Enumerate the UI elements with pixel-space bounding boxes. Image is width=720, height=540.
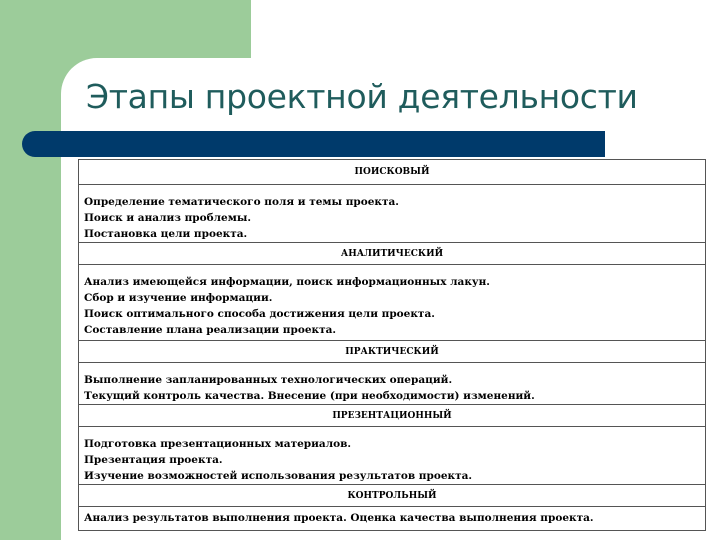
stage-description bbox=[79, 185, 706, 243]
stage-line: Сбор и изучение информации. bbox=[84, 292, 273, 304]
stage-header-row bbox=[79, 243, 706, 265]
stage-description bbox=[79, 363, 706, 405]
stage-body-row bbox=[79, 185, 706, 243]
stage-name: ПОИСКОВЫЙ bbox=[79, 160, 706, 185]
stage-line: Поиск оптимального способа достижения цели проекта. bbox=[84, 308, 435, 320]
stage-description bbox=[79, 427, 706, 485]
stage-name: ПРАКТИЧЕСКИЙ bbox=[79, 341, 706, 363]
stage-description bbox=[79, 265, 706, 341]
stage-body-row bbox=[79, 363, 706, 405]
stage-body-row bbox=[79, 427, 706, 485]
stage-header-row bbox=[79, 485, 706, 507]
stage-name: ПРЕЗЕНТАЦИОННЫЙ bbox=[79, 405, 706, 427]
stage-body-row bbox=[79, 265, 706, 341]
stage-line: Подготовка презентационных материалов. bbox=[84, 438, 352, 450]
stage-body-row bbox=[79, 507, 706, 531]
stage-line: Определение тематического поля и темы проекта. bbox=[84, 196, 399, 208]
stage-description bbox=[79, 507, 706, 531]
stage-line: Презентация проекта. bbox=[84, 454, 223, 466]
stage-header-row bbox=[79, 405, 706, 427]
stage-line: Анализ имеющейся информации, поиск информационных лакун. bbox=[84, 276, 490, 288]
stage-line: Составление плана реализации проекта. bbox=[84, 324, 337, 336]
stage-line: Изучение возможностей использования результатов проекта. bbox=[84, 470, 473, 482]
stage-name: КОНТРОЛЬНЫЙ bbox=[79, 485, 706, 507]
stage-name: АНАЛИТИЧЕСКИЙ bbox=[79, 243, 706, 265]
stage-line: Постановка цели проекта. bbox=[84, 228, 248, 240]
stage-header-row bbox=[79, 341, 706, 363]
stage-line: Поиск и анализ проблемы. bbox=[84, 212, 252, 224]
title-underline-bar bbox=[22, 131, 605, 157]
stage-line: Выполнение запланированных технологических операций. bbox=[84, 374, 453, 386]
stage-line: Текущий контроль качества. Внесение (при необходимости) изменений. bbox=[84, 390, 535, 402]
slide-title: Этапы проектной деятельности bbox=[86, 77, 638, 116]
stage-header-row bbox=[79, 160, 706, 185]
stages-table bbox=[78, 159, 706, 531]
stage-line: Анализ результатов выполнения проекта. Оценка качества выполнения проекта. bbox=[84, 512, 594, 524]
